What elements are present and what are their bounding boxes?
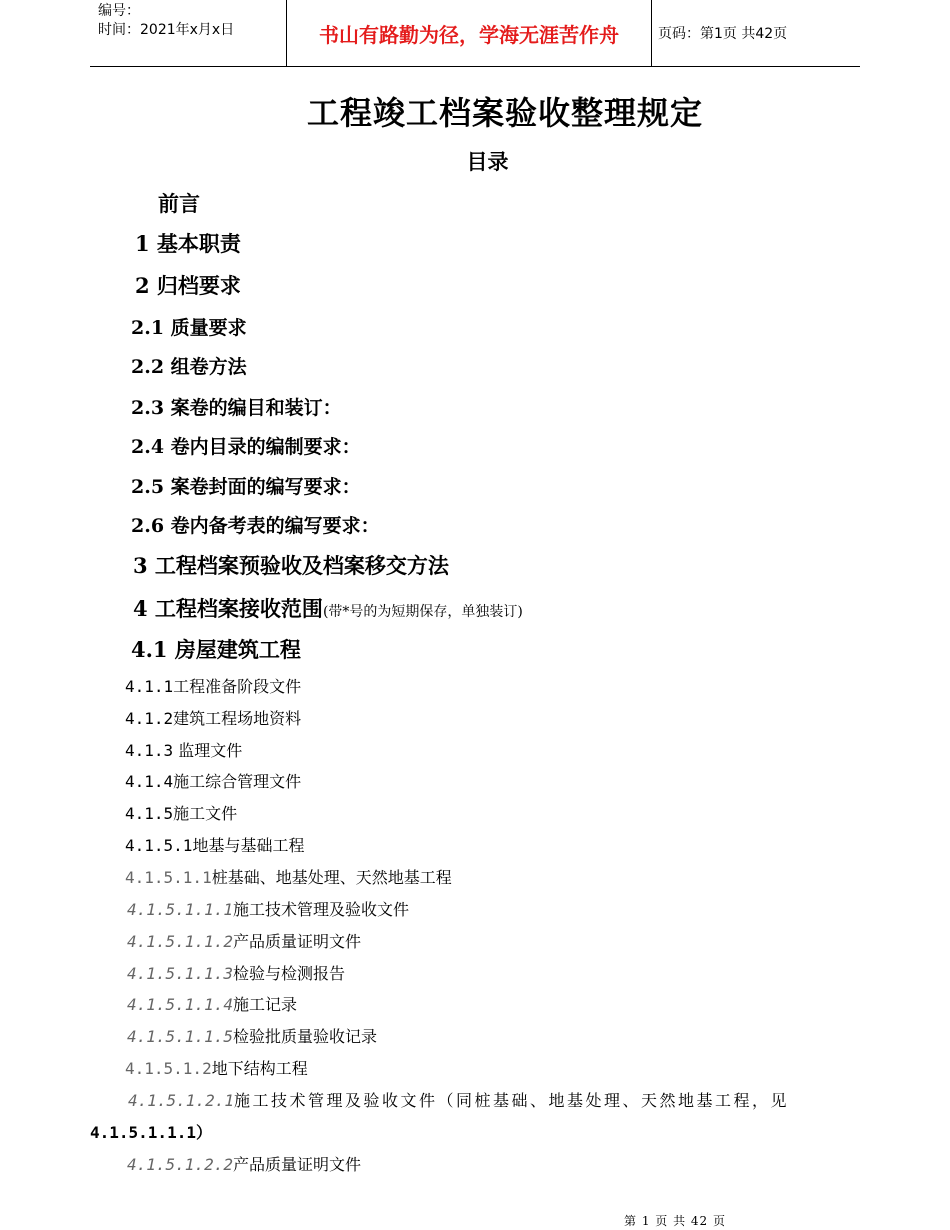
document-title: 工程竣工档案验收整理规定 bbox=[306, 94, 703, 132]
toc-4-1-1: 4.1.1工程准备阶段文件 bbox=[125, 677, 302, 696]
toc-4-1-3: 4.1.3 监理文件 bbox=[125, 741, 243, 760]
toc-s1: 1 基本职责 bbox=[135, 231, 241, 256]
toc-s2: 2 归档要求 bbox=[135, 273, 241, 298]
toc-4-1-5-1-1: 4.1.5.1.1桩基础、地基处理、天然地基工程 bbox=[125, 868, 452, 887]
header-page-info: 页码：第1页 共42页 bbox=[658, 26, 788, 42]
number-label: 编号： bbox=[98, 3, 140, 19]
page-header bbox=[90, 0, 860, 67]
toc-4-1-4: 4.1.4施工综合管理文件 bbox=[125, 772, 302, 791]
toc-preface: 前言 bbox=[158, 191, 200, 216]
toc-4-1-5-1-1-1: 4.1.5.1.1.1施工技术管理及验收文件 bbox=[127, 900, 409, 919]
toc-4-1-5-1-1-2: 4.1.5.1.1.2产品质量证明文件 bbox=[127, 932, 361, 951]
toc-4-1-2: 4.1.2建筑工程场地资料 bbox=[125, 709, 302, 728]
toc-s4-text: 4 工程档案接收范围 bbox=[133, 596, 323, 621]
toc-4-1-5-1-2-1: 4.1.5.1.2.1施工技术管理及验收文件（同桩基础、地基处理、天然地基工程，见 bbox=[128, 1091, 789, 1110]
toc-s2-2: 2.2 组卷方法 bbox=[131, 356, 247, 378]
toc-4-1-5-1-2: 4.1.5.1.2地下结构工程 bbox=[125, 1059, 308, 1078]
toc-s2-1: 2.1 质量要求 bbox=[131, 317, 247, 339]
toc-heading: 目录 bbox=[466, 149, 509, 174]
toc-4-1-5-1: 4.1.5.1地基与基础工程 bbox=[125, 836, 305, 855]
toc-s2-3: 2.3 案卷的编目和装订： bbox=[131, 397, 342, 419]
toc-s2-5: 2.5 案卷封面的编写要求： bbox=[131, 476, 361, 498]
toc-s4 bbox=[133, 593, 523, 623]
time-label: 时间：2021年x月x日 bbox=[98, 22, 235, 38]
toc-4-1-5-1-2-2: 4.1.5.1.2.2产品质量证明文件 bbox=[127, 1155, 361, 1174]
toc-s3: 3 工程档案预验收及档案移交方法 bbox=[133, 553, 449, 578]
toc-4-1-5-1-2-1-cont: 4.1.5.1.1.1） bbox=[90, 1123, 212, 1142]
toc-4-1-5: 4.1.5施工文件 bbox=[125, 804, 238, 823]
toc-4-1-5-1-1-3: 4.1.5.1.1.3检验与检测报告 bbox=[127, 964, 345, 983]
header-motto: 书山有路勤为径，学海无涯苦作舟 bbox=[286, 0, 652, 66]
page-footer: 第 1 页 共 42 页 bbox=[624, 1214, 726, 1228]
toc-4-1-5-1-1-5: 4.1.5.1.1.5检验批质量验收记录 bbox=[127, 1027, 377, 1046]
toc-s4-1: 4.1 房屋建筑工程 bbox=[131, 637, 301, 662]
toc-s2-6: 2.6 卷内备考表的编写要求： bbox=[131, 515, 380, 537]
toc-4-1-5-1-1-4: 4.1.5.1.1.4施工记录 bbox=[127, 995, 297, 1014]
toc-s4-note: (带*号的为短期保存，单独装订) bbox=[322, 604, 523, 620]
toc-s2-4: 2.4 卷内目录的编制要求： bbox=[131, 436, 361, 458]
header-meta bbox=[98, 0, 286, 68]
